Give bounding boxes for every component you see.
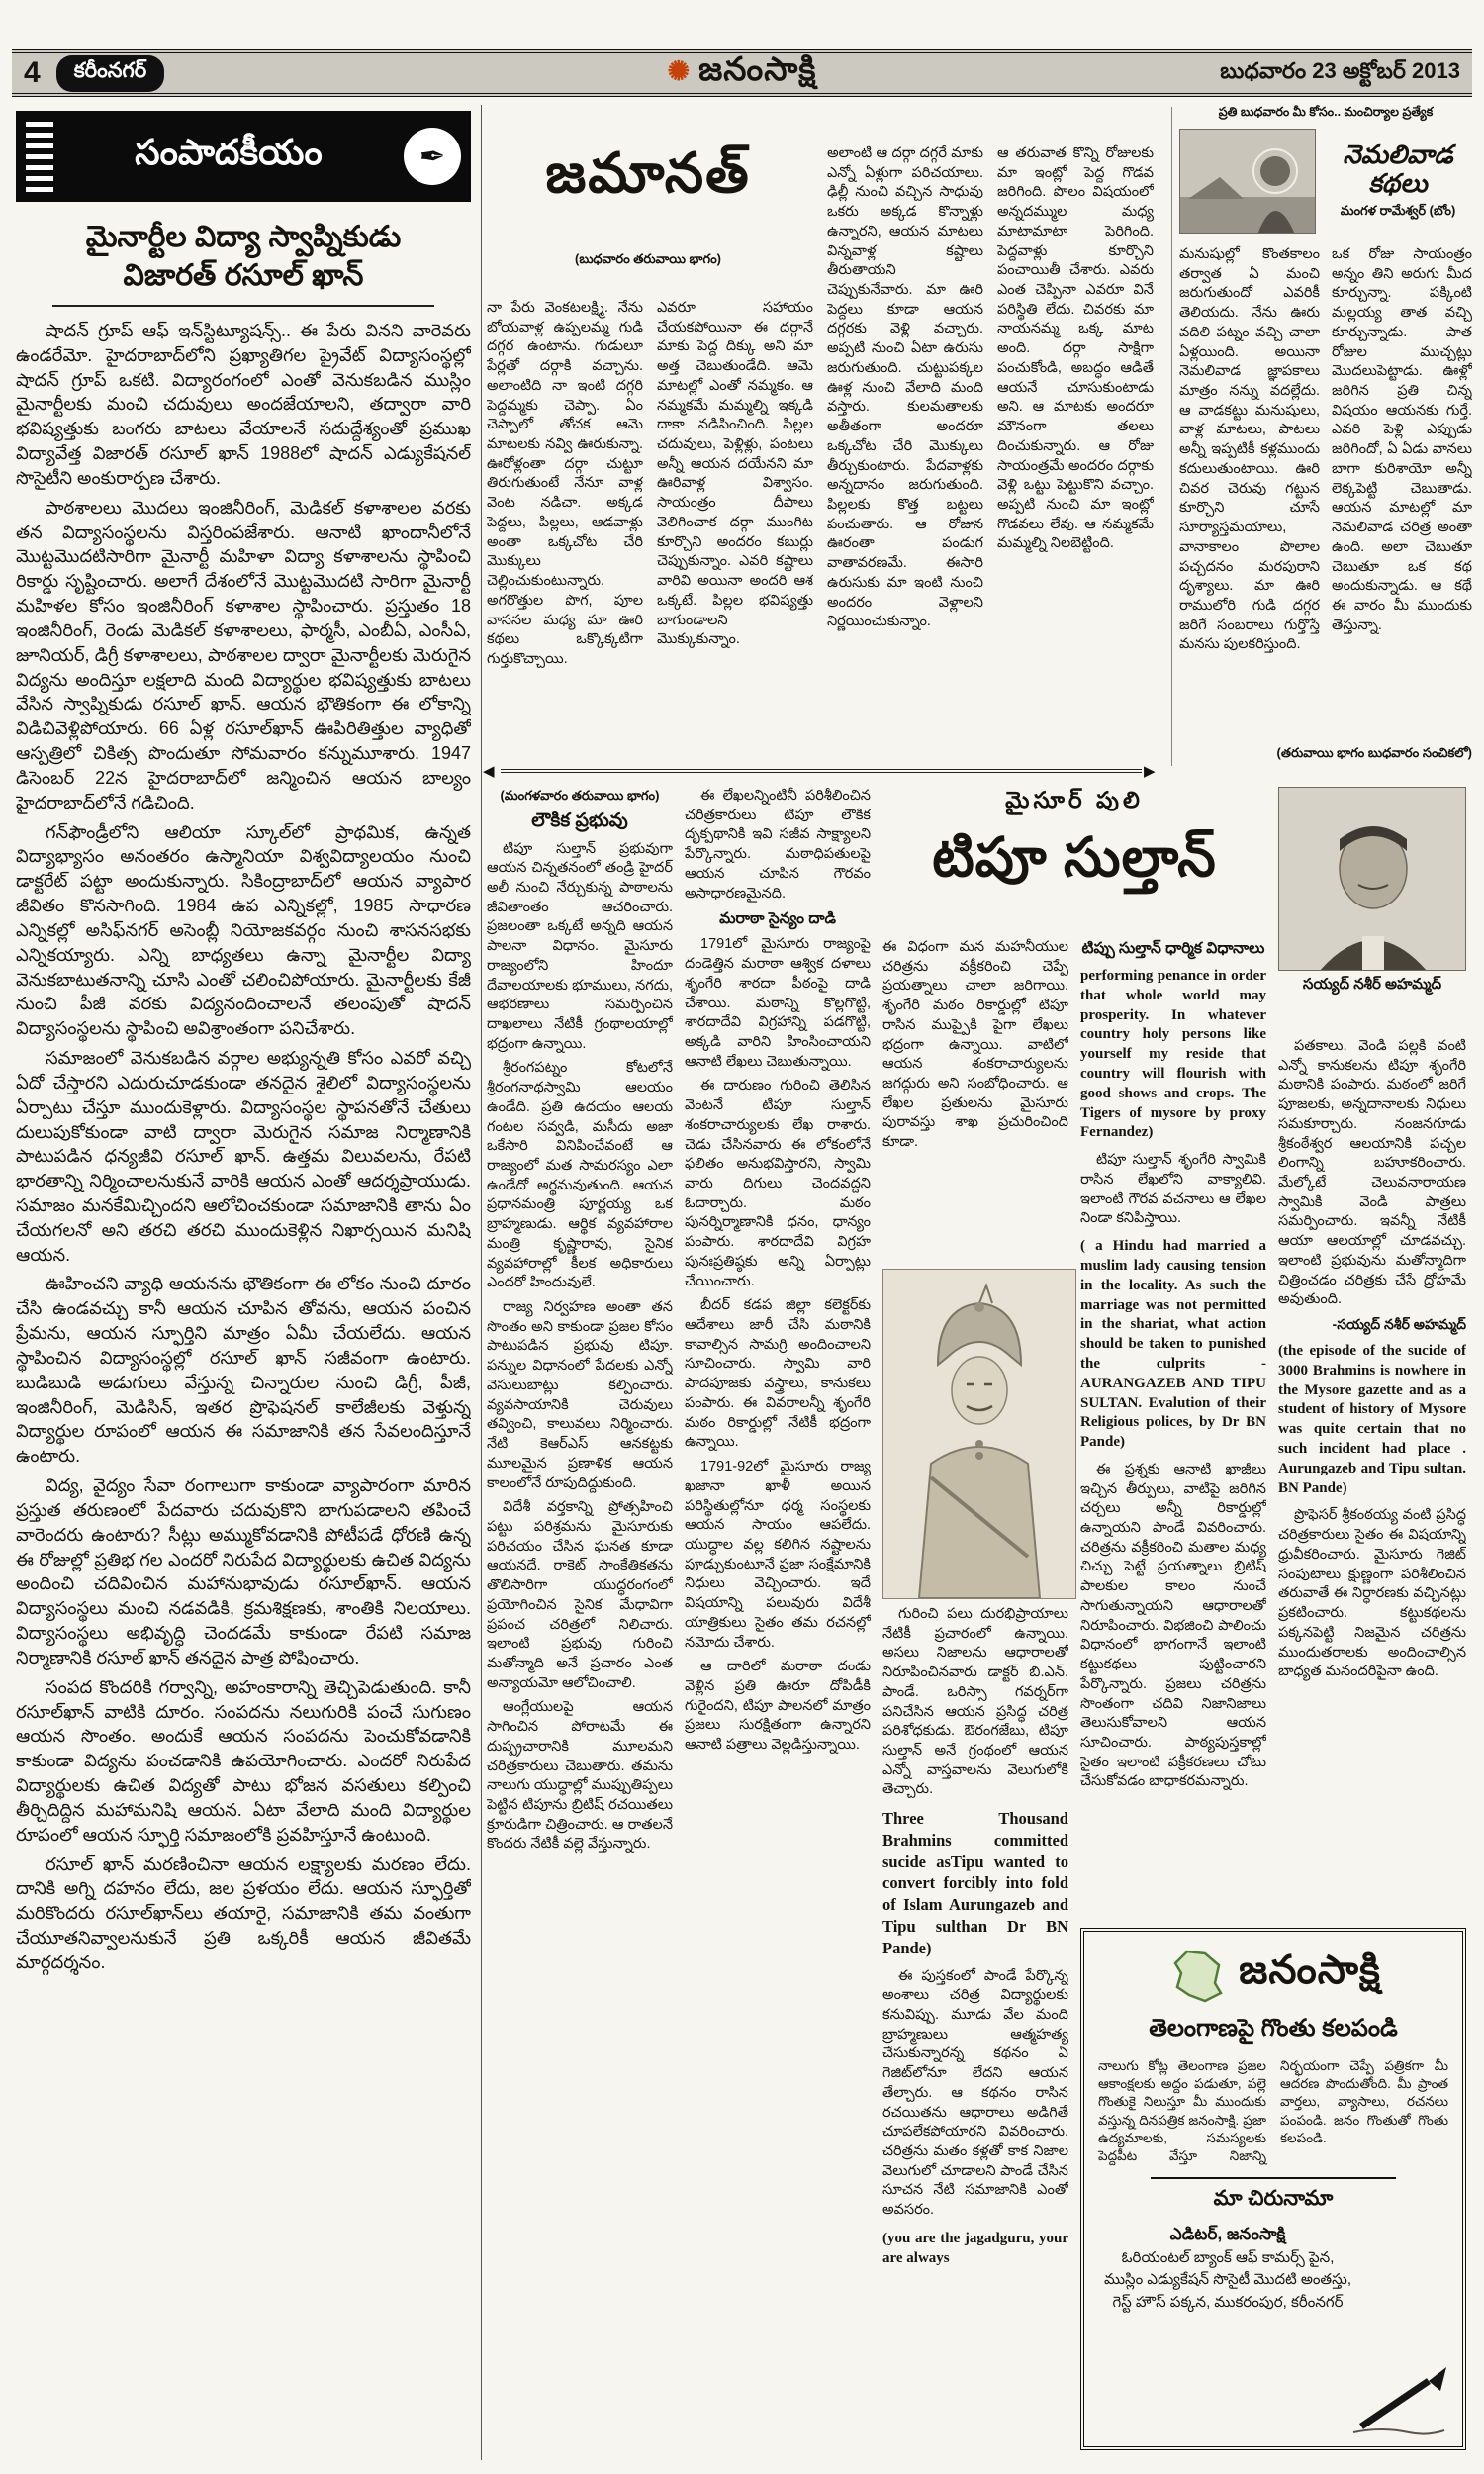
tipu-subhead-maratha: మరాఠా సైన్యం దాడి [719, 910, 836, 928]
author-photo [1278, 787, 1466, 971]
editorial-paragraph: షాదన్ గ్రూప్ ఆఫ్ ఇన్‌స్టిట్యూషన్స్.. ఈ పేరు వినని వారెవరు ఉండరేమో. హైదరాబాద్‌లోని ప్రఖ్యాతిగల ప్రైవేట్ విద్యాసంస్థల్లో షాదన్ గ్రూప్ ఒకటి. విద్యారంగంలో ఎంతో వెనుకబడిన ముస్లిం మైనార్టీలకు మంచి చదువులు అందజేయాలని, తద్వారా వారి భవిష్యత్తుకు బంగరు బాటలు వేయాలనే సదుద్దేశ్యంతో ప్రముఖ విద్యావేత్త విజారత్ రసూల్ ఖాన్ 1988లో షాదన్ ఎడ్యుకేషనల్ సొసైటీని అంకురార్పణ చేశారు. [16, 321, 471, 488]
tipu-paragraph: రాజ్య నిర్వహణ అంతా తన సొంతం అని కాకుండా ప్రజల కోసం పాటుపడిన ప్రభువు టిపూ. పన్నుల విధానంలో పేదలకు ఎన్నో వెసులుబాట్లు కల్పించారు. వ్యవసాయానికి చెరువులు తవ్వించి, కాలువలు నిర్మించారు. నేటి కెఆర్ఎస్ ఆనకట్టకు మూలమైన ప్రణాళిక ఆయన కాలంలోనే రూపుదిద్దుకుంది. [487, 1299, 673, 1491]
jamanat-column-4: ఆ తరువాత కొన్ని రోజులకు మా ఇంట్లో పెద్ద గొడవ జరిగింది. పొలం విషయంలో అన్నదమ్ముల మధ్య మాటామాటా పెరిగింది. పెద్దవాళ్లు కూర్చొని పంచాయితీ చేశారు. ఎవరు ఎంత చెప్పినా ఎవరూ వినే పరిస్థితి లేదు. చివరకు మా నాయనమ్మ ఒక్క మాట అంది. దర్గా సాక్షిగా పంచుకోండి, అబద్ధం ఆడితే ఆయనే చూసుకుంటాడు అని. ఆ మాటకు అందరూ మౌనంగా తలలు దించుకున్నారు. ఆ రోజు సాయంత్రమే అందరం దర్గాకు వెళ్లి ఒట్టు పెట్టుకొని వచ్చాం. అప్పటి నుంచి మా ఇంట్లో గొడవలు లేవు. ఆ నమ్మకమే మమ్మల్ని నిలబెట్టింది. [997, 145, 1154, 552]
column-rule [481, 105, 482, 2460]
ad-address-title: మా చిరునామా [1151, 2177, 1396, 2216]
tipu-portrait [882, 1269, 1076, 1599]
tipu-paragraph: ఆ దారిలో మరాఠా దండు వెళ్లిన ప్రతి ఊరూ దోపిడీకి గురైందని, టిపూ పాలనలో మాత్రం ప్రజలు సురక్షితంగా ఉన్నారని ఆనాటి పత్రాలు వెల్లడిస్తున్నాయి. [685, 1659, 871, 1754]
tipu-subhead-laukika: లౌకిక ప్రభువు [531, 809, 628, 831]
tipu-column-4 [1080, 938, 1266, 1916]
editorial-headline [16, 218, 471, 295]
editorial-paragraph: విద్య, వైద్యం సేవా రంగాలుగా కాకుండా వ్యాపారంగా మారిన ప్రస్తుత తరుణంలో పేదవారు చదువుకొని బాగుపడాలని తపించే వారెందరు ఉంటారు? సీట్లు అమ్ముకోవడానికి పోటీపడే ధోరణి ఉన్న ఈ రోజుల్లో ప్రతిభ గల ఎందరో నిరుపేద విద్యార్థులకు ఉచిత విద్యను అందించి చదివించిన మహానుభావుడు రసూల్‌ఖాన్. ఆయన విద్యాసంస్థలు మంచి నడవడికి, క్రమశిక్షణకు, శాంతికి నిలయాలు. విద్యాసంస్థలు అభివృద్ధి చెందడమే కాకుండా రేపటి సమాజ నిర్మాణానికి రసూల్ ఖాన్ తనదైన పాత్ర పోషించారు. [16, 1475, 471, 1667]
janamsakshi-ad-box [1080, 1928, 1466, 2450]
tipu-paragraph: ప్రొఫెసర్ శ్రీకంఠయ్య వంటి ప్రసిద్ధ చరిత్రకారులు సైతం ఈ విషయాన్ని ధ్రువీకరించారు. మైసూరు గెజిట్ సంపుటాలు క్షుణ్ణంగా పరిశీలించిన తరువాతే ఈ నిర్ధారణకు వచ్చినట్లు ప్రకటించారు. కట్టుకథలను పక్కనపెట్టి నిజమైన చరిత్రను ముందుతరాలకు అందించాల్సిన బాధ్యత మనందరిపైనా ఉంది. [1278, 1507, 1466, 1680]
ad-brand-row [1098, 1944, 1448, 2007]
section-divider [501, 769, 1142, 773]
feature-series-block [1324, 129, 1472, 234]
feature-photo-image [1180, 130, 1316, 234]
pen-illustration-icon [1347, 2357, 1456, 2440]
tipu-column-1 [487, 787, 673, 2457]
tipu-paragraph: బీదర్ కడప జిల్లా కలెక్టర్‌కు ఆదేశాలు జారీ చేసి మఠానికి కావాల్సిన సామగ్రి అందించాలని సూచించారు. స్వామి వారి పాదపూజకు వస్త్రాలు, కానుకలు పంపారు. ఈ వివరాలన్నీ శృంగేరి మఠం రికార్డుల్లో నేటికీ భద్రంగా ఉన్నాయి. [685, 1297, 871, 1451]
editorial-paragraph: గన్‌ఫౌండ్రీలోని ఆలియా స్కూల్‌లో ప్రాథమిక, ఉన్నత విద్యాభ్యాసం అనంతరం ఉస్మానియా విశ్వవిద్యాలయం నుంచి డాక్టరేట్ పట్టా అందుకున్నారు. సికింద్రాబాద్‌లో ఆయన వ్యాపార జీవితం కొనసాగింది. 1984 ఉప ఎన్నికల్లో, 1985 సాధారణ ఎన్నికల్లో అసిఫ్‌నగర్ అసెంబ్లీ నియోజకవర్గం నుంచి శాసనసభకు ఎన్నికయ్యారు. ఎన్ని బాధ్యతలు ఉన్నా మైనార్టీల విద్యా వెనుకబాటుతనాన్ని చూసి ఎంతో చలించిపోయారు. మైనార్టీలకు కేజీ నుంచి పీజీ వరకు విద్యనందించాలనే తలంపుతో షాదన్ విద్యాసంస్థలను స్థాపించి అవిశ్రాంతంగా పనిచేశారు. [16, 821, 471, 1039]
page-number: 4 [24, 56, 41, 89]
tipu-ending-english: (you are the jagadguru, your are always [882, 2230, 1068, 2267]
tipu-paragraph: శ్రీరంగపట్నం కోటలోనే శ్రీరంగనాథస్వామి ఆలయం ఉండేది. ప్రతి ఉదయం ఆలయ గంటల సవ్వడి, మసీదు అజా ఒకేసారి వినిపించేవంటే ఆ రాజ్యంలో మత సామరస్యం ఎలా ఉండేదో అర్థమవుతుంది. ఆయన ప్రధానమంత్రి పూర్ణయ్య ఒక బ్రాహ్మణుడు. ఆర్థిక వ్యవహారాల మంత్రి కృష్ణారావు, సైనిక వ్యవహారాల్లో కీలక అధికారులు ఎందరో హిందువులే. [487, 1060, 673, 1291]
tipu-headline-block [882, 787, 1266, 933]
tipu-author-signature: -సయ్యద్ నశీర్ అహమ్మద్ [1332, 1316, 1466, 1333]
telangana-map-icon [1165, 1944, 1229, 2007]
feature-kicker: ప్రతి బుధవారం మీ కోసం.. మంచిర్యాల ప్రత్యేక [1218, 105, 1434, 119]
tipu-english-quote-1: performing penance in order that whole world may prosperity. In whatever country holy persons like yourself my reside that country will flourish with good shows and crops. The Tigers of mysore by proxy Fernandez) [1080, 968, 1266, 1141]
ad-body-text: నాలుగు కోట్ల తెలంగాణ ప్రజల ఆకాంక్షలకు అద్దం పడుతూ, పల్లె గొంతుకై నిలుస్తూ మీ ముందుకు వస్తున్న దినపత్రిక జనంసాక్షి. ప్రజా ఉద్యమాలకు, సమస్యలకు పెద్దపీట వేస్తూ నిజాన్ని నిర్భయంగా చెప్పే పత్రికగా మీ ఆదరణ పొందుతోంది. మీ ప్రాంత వార్తలు, వ్యాసాలు, రచనలు పంపండి. జనం గొంతుతో గొంతు కలపండి. [1098, 2058, 1448, 2164]
tipu-paragraph: విదేశీ వర్తకాన్ని ప్రోత్సహించి పట్టు పరిశ్రమను మైసూరుకు పరిచయం చేసిన ఘనత కూడా ఆయనదే. రాకెట్ సాంకేతికతను తొలిసారిగా యుద్ధరంగంలో ప్రయోగించిన సైనిక మేధావిగా ప్రపంచ చరిత్రలో నిలిచారు. ఇలాంటి ప్రభువు గురించి మతోన్మాది అనే ప్రచారం ఎంత అన్యాయమో ఆలోచించాలి. [487, 1499, 673, 1691]
editorial-paragraph: సంపద కొందరికి గర్వాన్ని, అహంకారాన్ని తెచ్చిపెడుతుంది. కానీ రసూల్‌ఖాన్ వాటికి దూరం. సంపదను నలుగురికి పంచే సుగుణం ఆయన సొంతం. అందుకే ఆయన సంపదను పెంచుకోవడానికి కాకుండా విద్యను పంచడానికి ఉపయోగించారు. ఎందరో నిరుపేద విద్యార్థులకు ఉచిత విద్యతో పాటు భోజన వసతులు కల్పించి తీర్చిదిద్దిన మహామనిషి ఆయన. ఏటా వేలాది మంది విద్యార్థుల రూపంలో ఆయన స్ఫూర్తి సమాజంలోకి ప్రవహిస్తూనే ఉంటుంది. [16, 1676, 471, 1845]
column-rule [1171, 107, 1172, 766]
tipu-column-3-top: ఈ విధంగా మన మహనీయుల చరిత్రను వక్రీకరించి చెప్పే ప్రయత్నాలు చాలా జరిగాయి. శృంగేరి మఠం రికార్డుల్లో టిపూ రాసిన ముప్పైకి పైగా లేఖలు భద్రంగా ఉన్నాయి. వాటిలో ఆయన శంకరాచార్యులను జగద్గురు అని సంబోధించారు. ఆ లేఖల ప్రతులను మైసూరు పురావస్తు శాఖ ప్రచురించింది కూడా. [882, 939, 1068, 1151]
feature-author: మంగళ రామేశ్వర్ (బోం) [1340, 202, 1456, 218]
tipu-paragraph: ఈ ప్రశ్నకు ఆనాటి ఖాజీలు ఇచ్చిన తీర్పులు, వాటిపై జరిగిన చర్చలు అన్నీ రికార్డుల్లో ఉన్నాయని పాండే వివరించారు. చరిత్రను వక్రీకరించి మతాల మధ్య చిచ్చు పెట్టే ప్రయత్నాలు బ్రిటిష్ పాలకుల కాలం నుంచే సాగుతున్నాయని ఆధారాలతో నిరూపించారు. విభజించి పాలించు విధానంలో భాగంగానే ఇలాంటి కట్టుకథలు పుట్టించారని పేర్కొన్నారు. ప్రజలు చరిత్రను సొంతంగా చదివి నిజానిజాలు తెలుసుకోవాలని ఆయన సూచించారు. పాఠ్యపుస్తకాల్లో సైతం ఇలాంటి వక్రీకరణలు చోటు చేసుకోవడం బాధాకరమన్నారు. [1080, 1461, 1266, 1790]
tipu-paragraph: టిపూ సుల్తాన్ శృంగేరి స్వామికి రాసిన లేఖలోని వాక్యాలివి. ఇలాంటి గౌరవ వచనాలు ఆ లేఖల నిండా కనిపిస్తాయి. [1080, 1152, 1266, 1227]
tipu-continuation-note: (మంగళవారం తరువాయి భాగం) [500, 788, 660, 803]
jamanat-headline: జమానత్ [545, 142, 751, 204]
tipu-author-block [1278, 787, 1466, 997]
ad-address-line: గెస్ట్ హౌస్ పక్కన, ముకరంపుర, కరీంనగర్ [1112, 2293, 1344, 2311]
editorial-paragraph: సమాజంలో వెనుకబడిన వర్గాల అభ్యున్నతి కోసం ఎవరో వచ్చి ఏదో చేస్తారని ఎదురుచూడకుండా తనదైన శైలిలో విద్యాసంస్థలను ఏర్పాటు చేస్తూ ముందుకెళ్లారు. విద్యాసంస్థల స్థాపనతోనే చేతులు దులుపుకోకుండా వాటి ద్వారా మెరుగైన సమాజ నిర్మాణానికి పాటుపడిన ధన్యజీవి రసూల్ ఖాన్. ఉత్తమ విలువలను, రేపటి భారతాన్ని నిర్మించాలనుకునే వారికి ఆయన ఎంతో ఆదర్శప్రాయుడు. సమాజం మనకేమిచ్చిందని ఆలోచించకుండా సమాజానికి తాను ఏం చేయగలనో అని తరచి తరచి ముందుకెళ్లిన నిఖార్సయిన మనిషి ఆయన. [16, 1048, 471, 1265]
tipu-paragraph: గురించి పలు దురభిప్రాయాలు నేటికీ ప్రచారంలో ఉన్నాయి. అసలు నిజాలను ఆధారాలతో నిరూపించినవారు డాక్టర్ బి.ఎన్. పాండే. ఒరిస్సా గవర్నర్‌గా పనిచేసిన ఆయన ప్రసిద్ధ చరిత్ర పరిశోధకుడు. ఔరంగజేబు, టిపూ సుల్తాన్ అనే గ్రంథంలో ఆయన ఎన్నో వాస్తవాలను వెలుగులోకి తెచ్చారు. [882, 1606, 1068, 1798]
editorial-section-title: సంపాదకీయం [135, 131, 323, 172]
tipu-column-5 [1278, 1037, 1466, 1916]
tipu-paragraph: 1791లో మైసూరు రాజ్యంపై దండెత్తిన మరాఠా ఆశ్విక దళాలు శృంగేరి శారదా పీఠంపై దాడి చేశాయి. మఠాన్ని కొల్లగొట్టి, శారదాదేవి విగ్రహాన్ని పడగొట్టి, అక్కడి వారిని హింసించాయని ఆనాటి లేఖలు చెబుతున్నాయి. [685, 936, 871, 1070]
feature-column-2: ఒక రోజు సాయంత్రం అన్నం తిని అరుగు మీద కూర్చున్నా. పక్కింటి మల్లయ్య తాత వచ్చి కూర్చున్నాడు. పాత రోజుల ముచ్చట్లు మొదలుపెట్టాడు. ఊళ్లో జరిగిన ప్రతి చిన్న విషయం ఆయనకు గుర్తే. ఎవరి పెళ్లి ఎప్పుడు జరిగిందో, ఏ ఏడు వానలు బాగా కురిశాయో అన్నీ లెక్కపెట్టి చెబుతాడు. ఆయన మాటల్లో మా నెమలివాడ చరిత్ర అంతా ఉంది. అలా చెబుతూ చెబుతూ ఒక కథ అందుకున్నాడు. ఆ కథే ఈ వారం మీ ముందుకు తెస్తున్నా. [1332, 246, 1472, 633]
tipu-paragraph: ఈ దారుణం గురించి తెలిసిన వెంటనే టిపూ సుల్తాన్ శంకరాచార్యులకు లేఖ రాశారు. చెడు చేసినవారు ఈ లోకంలోనే ఫలితం అనుభవిస్తారని, స్వామి వారు దిగులు చెందవద్దని ఓదార్చారు. మఠం పునర్నిర్మాణానికి ధనం, ధాన్యం పంపారు. శారదాదేవి విగ్రహ పునఃప్రతిష్ఠకు అన్ని ఏర్పాట్లు చేయించారు. [685, 1078, 871, 1289]
tipu-author-name: సయ్యద్ నశీర్ అహమ్మద్ [1302, 976, 1442, 993]
jamanat-column-3: అలాంటి ఆ దర్గా దగ్గరే మాకు ఎన్నో ఏళ్లుగా పరిచయాలు. ఢిల్లీ నుంచి వచ్చిన సాధువు ఒకరు అక్కడ కొన్నాళ్లు ఉన్నారని, ఆయన మాటలు విన్నవాళ్ల కష్టాలు తీరుతాయని చెప్పుకునేవారు. మా ఊరి పెద్దలు కూడా ఆయన దగ్గరకు వెళ్లి వచ్చారు. అప్పటి నుంచి ఏటా ఉరుసు జరుగుతుంది. చుట్టుపక్కల ఊళ్ల నుంచి వేలాది మంది వస్తారు. కులమతాలకు అతీతంగా అందరూ ఒక్కచోట చేరి మొక్కులు తీర్చుకుంటారు. పేదవాళ్లకు అన్నదానం జరుగుతుంది. పిల్లలకు కొత్త బట్టలు పంచుతారు. ఆ రోజున ఊరంతా పండుగ వాతావరణమే. ఈసారి ఉరుసుకు మా ఇంటి నుంచి అందరం వెళ్లాలని నిర్ణయించుకున్నాం. [827, 145, 983, 630]
date-label: బుధవారం 23 అక్టోబర్ 2013 [1220, 57, 1460, 83]
editorial-paragraph: రసూల్ ఖాన్ మరణించినా ఆయన లక్ష్యాలకు మరణం లేదు. దానికి అగ్ని దహనం లేదు, జల ప్రళయం లేదు. ఆయన స్ఫూర్తితో మరికొందరు రసూల్‌ఖాన్‌లు తయారై, సమాజానికి తమ వంతుగా చేయూతనివ్వాలనుకునే ప్రతి ఒక్కరికీ ఆయన జీవితమే మార్గదర్శనం. [16, 1854, 471, 1972]
masthead-emblem-icon: ✺ [667, 56, 692, 86]
tipu-english-quote-4: (the episode of the sucide of 3000 Brahmins is nowhere in the Mysore gazette and as a student of history of Mysore was quite certain that no such incident had place . Aurungazeb and Tipu sultan. BN Pande) [1278, 1343, 1466, 1496]
editorial-headline-line1: మైనార్టీల విద్యా స్వాప్నికుడు [85, 221, 402, 253]
headline-rule [52, 305, 434, 307]
ad-address-line: ఎడిటర్, జనంసాక్షి [1169, 2225, 1286, 2244]
page-header [12, 49, 1472, 97]
author-photo-image [1279, 788, 1466, 971]
tipu-column-2 [685, 787, 871, 2457]
editorial-paragraph: ఊహించని వ్యాధి ఆయనను భౌతికంగా ఈ లోకం నుంచి దూరం చేసి ఉండవచ్చు కానీ ఆయన చూపిన తోవను, ఆయన పంచిన ప్రేమను, ఆయన స్ఫూర్తిని మాత్రం ఏమీ చేయలేదు. ఆయన స్థాపించిన విద్యాసంస్థల్లో రసూల్ ఖాన్ సజీవంగా ఉంటారు. బుడిబుడి అడుగులు వేస్తున్న చిన్నారుల నుంచి డిగ్రీ, పీజీ, ఇంజినీరింగ్, మెడిసిన్, ఇతర ప్రొఫెషనల్ కాలేజీలకు వెళ్తున్న విద్యార్థుల రూపంలో ఆయన ఈ సమాజానికి తన సేవలందిస్తూనే ఉంటారు. [16, 1274, 471, 1467]
divider-arrow-left-icon: ◀ [483, 763, 495, 780]
tipu-paragraph: ఆంగ్లేయులపై ఆయన సాగించిన పోరాటమే ఈ దుష్ప్రచారానికి మూలమని చరిత్రకారులు చెబుతారు. తమను నాలుగు యుద్ధాల్లో ముప్పుతిప్పలు పెట్టిన టిపూను బ్రిటిష్ రచయితలు క్రూరుడిగా చిత్రించారు. ఆ రాతలనే కొందరు నేటికీ వల్లె వేస్తున్నారు. [487, 1699, 673, 1853]
tipu-paragraph: పతకాలు, వెండి పల్లకి వంటి ఎన్నో కానుకలను టిపూ శృంగేరి మఠానికి పంపారు. మఠంలో జరిగే పూజలకు, అన్నదానాలకు నిధులు సమకూర్చారు. నంజనగూడు శ్రీకంఠేశ్వర ఆలయానికి పచ్చల లింగాన్ని బహూకరించారు. మేల్కోటే చెలువనారాయణ స్వామికి వెండి పాత్రలు సమర్పించారు. ఇవన్నీ నేటికీ ఆయా ఆలయాల్లో చూడవచ్చు. ఇలాంటి ప్రభువును మతోన్మాదిగా చిత్రించడం చరిత్రకు చేసే ద్రోహమే అవుతుంది. [1278, 1038, 1466, 1308]
ad-brand-title: జనంసాక్షి [1239, 1948, 1381, 1992]
tipu-paragraph: 1791-92లో మైసూరు రాజ్య ఖజానా ఖాళీ అయిన పరిస్థితుల్లోనూ ధర్మ సంస్థలకు ఆయన సాయం ఆపలేదు. యుద్ధాల వల్ల కలిగిన నష్టాలను పూడ్చుకుంటూనే ప్రజా సంక్షేమానికి నిధులు వెచ్చించారు. ఇదే విషయాన్ని పలువురు విదేశీ యాత్రికులు సైతం తమ రచనల్లో నమోదు చేశారు. [685, 1459, 871, 1651]
editorial-pen-icon: ✒ [404, 128, 461, 185]
tipu-subhead-policies: టిప్పు సుల్తాన్ ధార్మిక విధానాలు [1081, 940, 1265, 957]
editorial-headline-line2: విజారత్ రసూల్ ఖాన్ [123, 259, 364, 292]
tipu-paragraph: ఈ పుస్తకంలో పాండే పేర్కొన్న అంశాలు చరిత్ర విద్యార్థులకు కనువిప్పు. మూడు వేల మంది బ్రాహ్మణులు ఆత్మహత్య చేసుకున్నారన్న కథనం ఏ గెజిట్‌లోనూ లేదని ఆయన తేల్చారు. ఆ కథనం రాసిన రచయితను ఆధారాలు అడిగితే చూపలేకపోయారని వివరించారు. చరిత్రను మతం కళ్లతో కాక నిజాల వెలుగులో చూడాలని పాండే చేసిన సూచన నేటి సమాజానికి ఎంతో అవసరం. [882, 1967, 1068, 2219]
stripe-ornament [26, 121, 53, 192]
masthead-title: జనంసాక్షి [698, 50, 817, 87]
editorial-body [16, 319, 471, 1975]
tipu-paragraph: టిపూ సుల్తాన్ ప్రభువుగా ఆయన చిన్నతనంలో తండ్రి హైదర్ అలీ నుంచి నేర్చుకున్న పాఠాలను జీవితాంతం ఆచరించారు. ప్రజలంతా ఒక్కటే అన్నది ఆయన పాలనా విధానం. మైసూరు రాజ్యంలోని హిందూ దేవాలయాలకు భూములు, నగదు, ఆభరణాలు సమర్పించిన దాఖలాలు నేటికీ గ్రంథాలయాల్లో భద్రంగా ఉన్నాయి. [487, 840, 673, 1052]
jamanat-column-2: ఎవరూ సహాయం చేయకపోయినా ఈ దర్గానే మాకు పెద్ద దిక్కు అని మా అత్త చెబుతుండేది. ఆమె మాటల్లో ఎంతో నమ్మకం. ఆ నమ్మకమే మమ్మల్ని ఇక్కడి దాకా నడిపించింది. పిల్లల చదువులు, పెళ్లిళ్లు, పంటలు అన్నీ ఆయన దయేనని మా ఊరివాళ్ల విశ్వాసం. సాయంత్రం దీపాలు వెలిగించాక దర్గా ముంగిట కూర్చొని అందరం కబుర్లు చెప్పుకున్నాం. ఎవరి కష్టాలు వారివి అయినా అందరి ఆశ ఒక్కటే. పిల్లల భవిష్యత్తు బాగుండాలని మొక్కుకున్నాం. [657, 300, 813, 648]
jamanat-continuation-note: (బుధవారం తరువాయి భాగం) [574, 251, 721, 266]
editorial-paragraph: పాఠశాలలు మొదలు ఇంజినీరింగ్, మెడికల్ కళాశాలల వరకు తన విద్యాసంస్థలను విస్తరింపజేశారు. ఆనాటి ఖాందానీలోనే మొట్టమొదటిసారిగా మైనార్టీ మహిళా విద్యా కళాశాలను స్థాపించి రికార్డు సృష్టించారు. అలాగే దేశంలోనే మొట్టమొదటి సారిగా మైనార్టీ మహిళల కోసం ఇంజినీరింగ్ కళాశాల స్థాపించారు. ప్రస్తుతం 18 ఇంజినీరింగ్, రెండు మెడికల్ కళాశాలలు, ఫార్మసీ, ఎంబీఏ, ఎంసీఏ, జూనియర్, డిగ్రీ కళాశాలలు, పాఠశాలల ద్వారా మైనార్టీలకు మెరుగైన విద్యను అందిస్తూ లక్షలాది మంది విద్యార్థుల భవిష్యత్తుకు బాటలు వేసిన స్వాప్నికుడు రసూల్ ఖాన్. ఆయన భౌతికంగా ఈ లోకాన్ని విడిచివెళ్లిపోయారు. 66 ఏళ్ల రసూల్‌ఖాన్ ఊపిరితిత్తుల వ్యాధితో ఆస్పత్రిలో చికిత్స పొందుతూ సోమవారం కన్నుమూశారు. 1947 డిసెంబర్ 22న హైదరాబాద్‌లో జన్మించిన ఆయన బాల్యం హైదరాబాద్‌లోనే గడిచింది. [16, 497, 471, 812]
edition-label: కరీంనగర్ [56, 55, 165, 92]
ad-address-line: ఓరియంటల్ బ్యాంక్ ఆఫ్ కామర్స్ పైన, [1121, 2248, 1335, 2266]
tipu-english-quote-3: Three Thousand Brahmins committed sucide asTipu wanted to convert forcibly into fold of Islam Aurungazeb and Tipu sulthan Dr BN Pande) [882, 1809, 1068, 1957]
editorial-header [16, 111, 471, 202]
tipu-headline: టిపూ సుల్తాన్ [932, 826, 1217, 888]
feature-photo [1179, 129, 1316, 234]
feature-series-title: నెమలివాడ కథలు [1343, 140, 1453, 198]
tipu-kicker: మైసూర్ పులి [1005, 787, 1144, 812]
tipu-paragraph: ఈ లేఖలన్నింటినీ పరిశీలించిన చరిత్రకారులు టిపూ లౌకిక దృక్పథానికి ఇవి సజీవ సాక్ష్యాలని పేర్కొన్నారు. మఠాధిపతులపై ఆయన చూపిన గౌరవం అసాధారణమైనది. [685, 788, 871, 902]
jamanat-column-1: నా పేరు వెంకటలక్ష్మి. నేను బోయవాళ్ల ఉప్పలమ్మ గుడి దగ్గర ఉంటాను. గుడులూ పేర్లతో దర్గాకి వచ్చాను. అలాంటిది నా ఇంటి దగ్గరి పెద్దమ్మకు చెప్పా. ఏం చెప్పాలో తోచక ఆమె మాటలకు నవ్వి ఊరుకున్నా. ఊరోళ్లంతా దర్గా చుట్టూ తిరుగుతుంటే నేనూ వాళ్ల వెంట నడిచా. అక్కడ పెద్దలు, పిల్లలు, ఆడవాళ్లు అంతా ఒక్కచోట చేరి మొక్కులు చెల్లించుకుంటున్నారు. అగరొత్తుల పొగ, పూల వాసనల మధ్య మా ఊరి కథలు ఒక్కొక్కటిగా గుర్తుకొచ్చాయి. [487, 300, 643, 667]
ad-address [1098, 2222, 1448, 2314]
feature-section [1179, 105, 1472, 766]
ad-address-line: ముస్లిం ఎడ్యుకేషన్ సొసైటీ మొదటి అంతస్తు, [1104, 2271, 1351, 2289]
feature-column-1: మనుషుల్లో కొంతకాలం తర్వాత ఏ మంచి జరుగుతుందో ఎవరికీ తెలియదు. నేను ఊరు వదిలి పట్నం వచ్చి చాలా ఏళ్లయింది. అయినా నెమలివాడ జ్ఞాపకాలు మాత్రం నన్ను వదల్లేదు. ఆ వాడకట్టు మనుషులు, వాళ్ల మాటలు, పాటలు అన్నీ ఇప్పటికీ కళ్లముందు కదులుతుంటాయి. ఊరి చివర చెరువు గట్టున కూర్చొని చూసే సూర్యాస్తమయాలు, వానాకాలం పొలాల పచ్చదనం మరపురాని దృశ్యాలు. మా ఊరి రాములోరి గుడి దగ్గర జరిగే సంబరాలు గుర్తొస్తే మనసు పులకరిస్తుంది. [1179, 246, 1320, 653]
tipu-english-quote-2: ( a Hindu had married a muslim lady causing tension in the locality. As such the marriage was not permitted in the shariat, what action should be taken to punished the culprits - AURANGAZEB AND TIPU SULTAN. Evalution of their Religious polices, by Dr BN Pande) [1080, 1238, 1266, 1451]
editorial-section [16, 111, 471, 2462]
ad-slogan: తెలంగాణపై గొంతు కలపండి [1149, 2015, 1398, 2042]
feature-continuation-note: (తరువాయి భాగం బుధవారం సంచికలో) [1276, 745, 1472, 760]
tipu-column-3-bottom [882, 1605, 1068, 2454]
tipu-portrait-image [883, 1270, 1075, 1598]
divider-arrow-right-icon: ▶ [1144, 763, 1156, 780]
